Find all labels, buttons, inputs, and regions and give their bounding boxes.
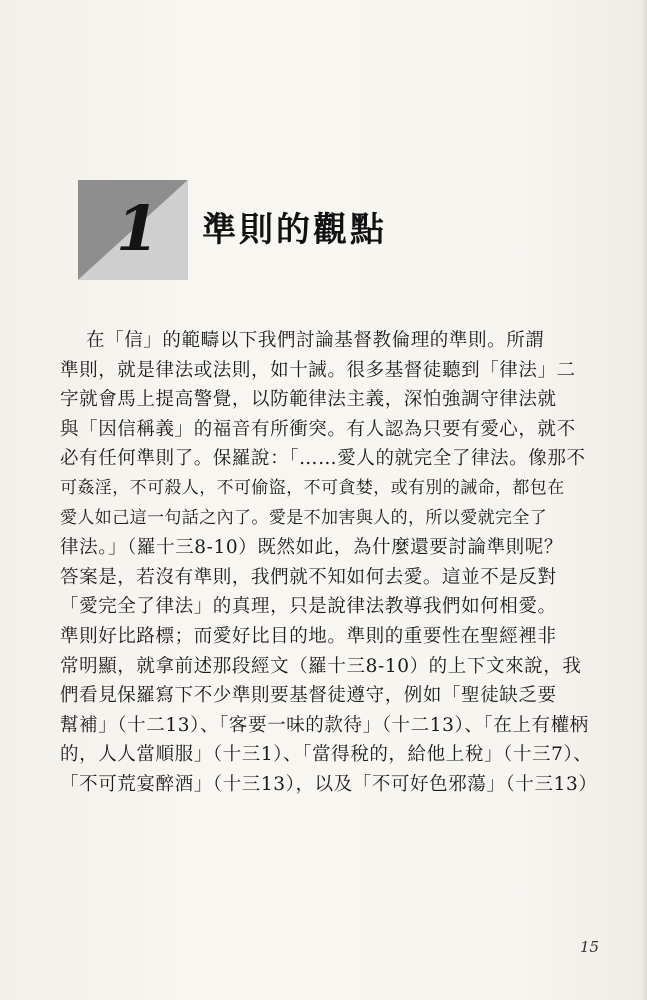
body-line: 幫補」（十二13）、「客要一味的款待」（十二13）、「在上有權柄 <box>60 714 589 736</box>
body-line: 與「因信稱義」的福音有所衝突。有人認為只要有愛心，就不 <box>60 418 576 440</box>
body-line: 律法。」（羅十三8-10）既然如此，為什麼還要討論準則呢？ <box>60 537 563 559</box>
body-line: 們看見保羅寫下不少準則要基督徒遵守，例如「聖徒缺乏要 <box>60 685 557 707</box>
page-number: 15 <box>580 938 600 956</box>
body-line: 常明顯，就拿前述那段經文（羅十三8-10）的上下文來說，我 <box>60 655 582 677</box>
body-text <box>60 326 598 800</box>
page-edge-shadow <box>641 0 647 1000</box>
body-line: 必有任何準則了。保羅說：「……愛人的就完全了律法。像那不 <box>60 448 586 470</box>
body-line-quote: 愛人如己這一句話之內了。愛是不加害與人的，所以愛就完全了 <box>60 507 548 528</box>
body-line: 準則好比路標；而愛好比目的地。準則的重要性在聖經裡非 <box>60 625 557 647</box>
chapter-title: 準則的觀點 <box>202 210 387 250</box>
body-line: 在「信」的範疇以下我們討論基督教倫理的準則。所謂 <box>86 330 545 351</box>
body-line: 答案是，若沒有準則，我們就不知如何去愛。這並不是反對 <box>60 566 557 588</box>
chapter-header <box>78 180 598 280</box>
body-line: 準則，就是律法或法則，如十誡。很多基督徒聽到「律法」二 <box>60 359 576 381</box>
body-line-quote: 可姦淫，不可殺人，不可偷盜，不可貪婪，或有別的誡命，都包在 <box>60 477 565 498</box>
chapter-number: 1 <box>116 192 160 265</box>
body-line: 的，人人當順服」（十三1）、「當得稅的，給他上稅」（十三7）、 <box>60 744 593 766</box>
body-line: 「不可荒宴醉酒」（十三13），以及「不可好色邪蕩」（十三13） <box>60 773 598 795</box>
body-line: 「愛完全了律法」的真理，只是說律法教導我們如何相愛。 <box>60 596 557 618</box>
body-line: 字就會馬上提高警覺，以防範律法主義，深怕強調守律法就 <box>60 389 557 411</box>
